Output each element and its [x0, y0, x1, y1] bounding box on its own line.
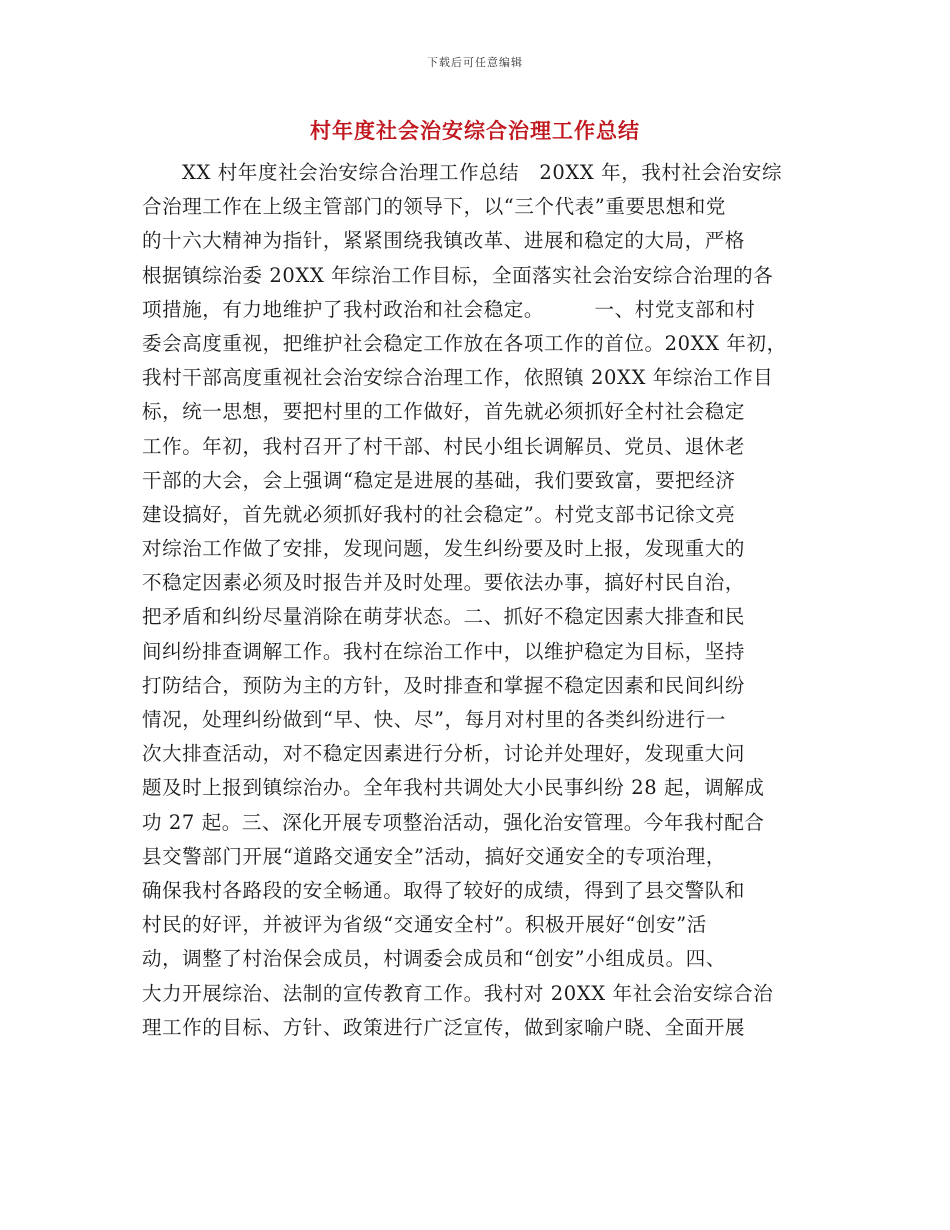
body-line: 确保我村各路段的安全畅通。取得了较好的成绩，得到了县交警队和: [142, 878, 746, 902]
body-line: 委会高度重视，把维护社会稳定工作放在各项工作的首位。20XX 年初，: [142, 331, 787, 355]
body-line: 次大排查活动，对不稳定因素进行分析，讨论并处理好，发现重大问: [142, 742, 746, 766]
body-line: 动，调整了村治保会成员，村调委会成员和“创安”小组成员。四、: [142, 947, 726, 971]
body-line: 根据镇综治委 20XX 年综治工作目标，全面落实社会治安综合治理的各: [142, 263, 774, 287]
body-line: 不稳定因素必须及时报告并及时处理。要依法办事，搞好村民自治，: [142, 571, 746, 595]
body-line: 的十六大精神为指针，紧紧围绕我镇改革、进展和稳定的大局，严格: [142, 229, 746, 253]
body-line: 合治理工作在上级主管部门的领导下，以“三个代表”重要思想和党: [142, 195, 726, 219]
body-line: 我村干部高度重视社会治安综合治理工作，依照镇 20XX 年综治工作目: [142, 366, 774, 390]
body-line: 项措施，有力地维护了我村政治和社会稳定。 一、村党支部和村: [142, 297, 756, 321]
document-title: 村年度社会治安综合治理工作总结: [310, 119, 640, 143]
header-note: 下载后可任意编辑: [427, 56, 523, 69]
body-line: 村民的好评，并被评为省级“交通安全村”。积极开展好“创安”活: [142, 913, 707, 937]
body-line: 把矛盾和纠纷尽量消除在萌芽状态。二、抓好不稳定因素大排查和民: [142, 605, 746, 629]
body-line: 对综治工作做了安排，发现问题，发生纠纷要及时上报，发现重大的: [142, 537, 746, 561]
body-line: 理工作的目标、方针、政策进行广泛宣传，做到家喻户晓、全面开展: [142, 1015, 746, 1039]
document-body: [142, 156, 822, 1045]
body-line: 情况，处理纠纷做到“早、快、尽”，每月对村里的各类纠纷进行一: [142, 708, 726, 731]
body-line: 题及时上报到镇综治办。全年我村共调处大小民事纠纷 28 起，调解成: [142, 776, 765, 800]
body-line: 间纠纷排查调解工作。我村在综治工作中，以维护稳定为目标，坚持: [142, 639, 746, 663]
body-line: 工作。年初，我村召开了村干部、村民小组长调解员、党员、退休老: [142, 434, 746, 458]
body-line: 标，统一思想，要把村里的工作做好，首先就必须抓好全村社会稳定: [142, 400, 746, 424]
body-line: XX 村年度社会治安综合治理工作总结 20XX 年，我村社会治安综: [182, 161, 783, 184]
body-line: 县交警部门开展“道路交通安全”活动，搞好交通安全的专项治理，: [142, 844, 726, 868]
body-line: 打防结合，预防为主的方针，及时排查和掌握不稳定因素和民间纠纷: [142, 673, 746, 697]
body-line: 建设搞好，首先就必须抓好我村的社会稳定”。村党支部书记徐文亮: [142, 502, 736, 526]
body-line: 功 27 起。三、深化开展专项整治活动，强化治安管理。今年我村配合: [142, 810, 765, 834]
body-line: 干部的大会，会上强调“稳定是进展的基础，我们要致富，要把经济: [142, 468, 736, 492]
body-line: 大力开展综治、法制的宣传教育工作。我村对 20XX 年社会治安综合治: [142, 981, 774, 1005]
